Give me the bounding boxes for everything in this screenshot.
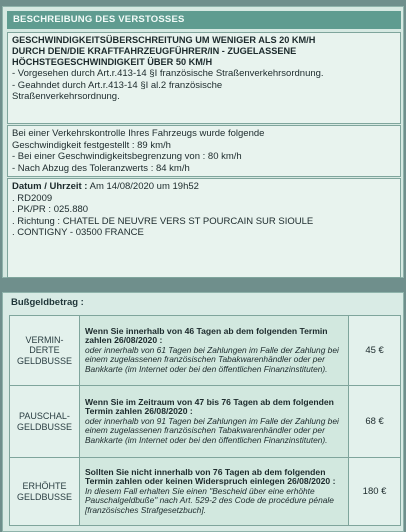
- fine-sub: In diesem Fall erhalten Sie einen "Bescheid über eine erhöhte Pauschalgeldbuße" nach Art. 529-2 des Code de procédure pénale [französisches Strafgesetzbuch].: [84, 485, 334, 515]
- fine-amount: 68 €: [349, 386, 401, 458]
- fine-label-line: GELDBUSSE: [16, 355, 72, 366]
- datetime-value: Am 14/08/2020 um 19h52: [89, 181, 199, 192]
- datetime-label: Datum / Uhrzeit :: [12, 181, 88, 192]
- offense-title-line: GESCHWINDIGKEITSÜBERSCHREITUNG UM WENIGER ALS 20 KM/H: [12, 35, 316, 45]
- fine-label: [10, 316, 80, 386]
- speed-line: Bei einer Verkehrskontrolle Ihres Fahrzeugs wurde folgende: [12, 128, 265, 139]
- fine-label-line: GELDBUSSE: [16, 421, 72, 432]
- fine-table: [9, 315, 401, 526]
- fine-description: [79, 386, 348, 458]
- fine-label-line: GELDBUSSE: [16, 491, 72, 502]
- fine-label-line: ERHÖHTE: [22, 481, 67, 491]
- offense-box: [7, 32, 401, 124]
- fine-amount: 180 €: [349, 458, 401, 526]
- fine-description: [79, 458, 348, 526]
- offense-detail-line: - Vorgesehen durch Art.r.413-14 §I französische Straßenverkehrsordnung.: [12, 68, 324, 79]
- speed-line: - Bei einer Geschwindigkeitsbegrenzung von : 80 km/h: [12, 151, 242, 162]
- fine-label-line: PAUSCHAL-: [19, 411, 70, 421]
- fine-sub: oder innerhalb von 61 Tagen bei Zahlungen im Falle der Zahlung bei einem zugelassenen französischen Tabakwarenhändler oder per Bankkarte (im Internet oder bei den öffentlichen Finanzinstituten).: [84, 344, 339, 374]
- offense-title-line: DURCH DEN/DIE KRAFTFAHRZEUGFÜHRER/IN - ZUGELASSENE: [12, 46, 297, 56]
- location-line: . CONTIGNY - 03500 FRANCE: [12, 227, 144, 238]
- fine-description: [79, 316, 348, 386]
- offense-detail-line: Straßenverkehrsordnung.: [12, 91, 120, 102]
- fine-row: [10, 458, 401, 526]
- location-line: . Richtung : CHATEL DE NEUVRE VERS ST POURCAIN SUR SIOULE: [12, 215, 314, 227]
- fine-lead: Wenn Sie innerhalb von 46 Tagen ab dem folgenden Termin zahlen 26/08/2020 :: [84, 325, 328, 346]
- fine-label-line: DERTE: [29, 345, 60, 356]
- offense-detail-line: - Geahndet durch Art.r.413-14 §I al.2 französische: [12, 79, 223, 91]
- fine-lead: Sollten Sie nicht innerhalb von 76 Tagen ab dem folgenden Termin zahlen oder keinen Widerspruch einlegen 26/08/2020 :: [84, 466, 336, 487]
- offense-title: [12, 35, 396, 68]
- section-title: BESCHREIBUNG DES VERSTOSSES: [7, 11, 401, 29]
- speed-line: Geschwindigkeit festgestellt : 89 km/h: [12, 139, 171, 151]
- fine-header: Bußgeldbetrag :: [11, 297, 84, 308]
- speed-line: - Nach Abzug des Toleranzwerts : 84 km/h: [12, 162, 190, 174]
- fine-label: [10, 458, 80, 526]
- location-line: . PK/PR : 025.880: [12, 204, 89, 215]
- fine-label-line: VERMIN-: [25, 334, 64, 345]
- offense-title-line: HÖCHSTEGESCHWINDIGKEIT ÜBER 50 KM/H: [12, 57, 213, 67]
- location-line: . RD2009: [12, 192, 53, 204]
- fine-row: [10, 386, 401, 458]
- offense-panel: [2, 6, 404, 278]
- speed-box: [7, 125, 401, 177]
- fine-lead: Wenn Sie im Zeitraum von 47 bis 76 Tagen ab dem folgenden Termin zahlen 26/08/2020 :: [84, 396, 334, 417]
- datetime-box: [7, 178, 401, 278]
- datetime-line: [12, 181, 396, 193]
- fine-panel: [2, 292, 404, 532]
- fine-label: [10, 386, 80, 458]
- fine-amount: 45 €: [349, 316, 401, 386]
- fine-row: [10, 316, 401, 386]
- fine-sub: oder innerhalb von 91 Tagen bei Zahlungen im Falle der Zahlung bei einem zugelassenen französischen Tabakwarenhändler oder per Bankkarte (im Internet oder bei den öffentlichen Finanzinstituten).: [84, 415, 339, 445]
